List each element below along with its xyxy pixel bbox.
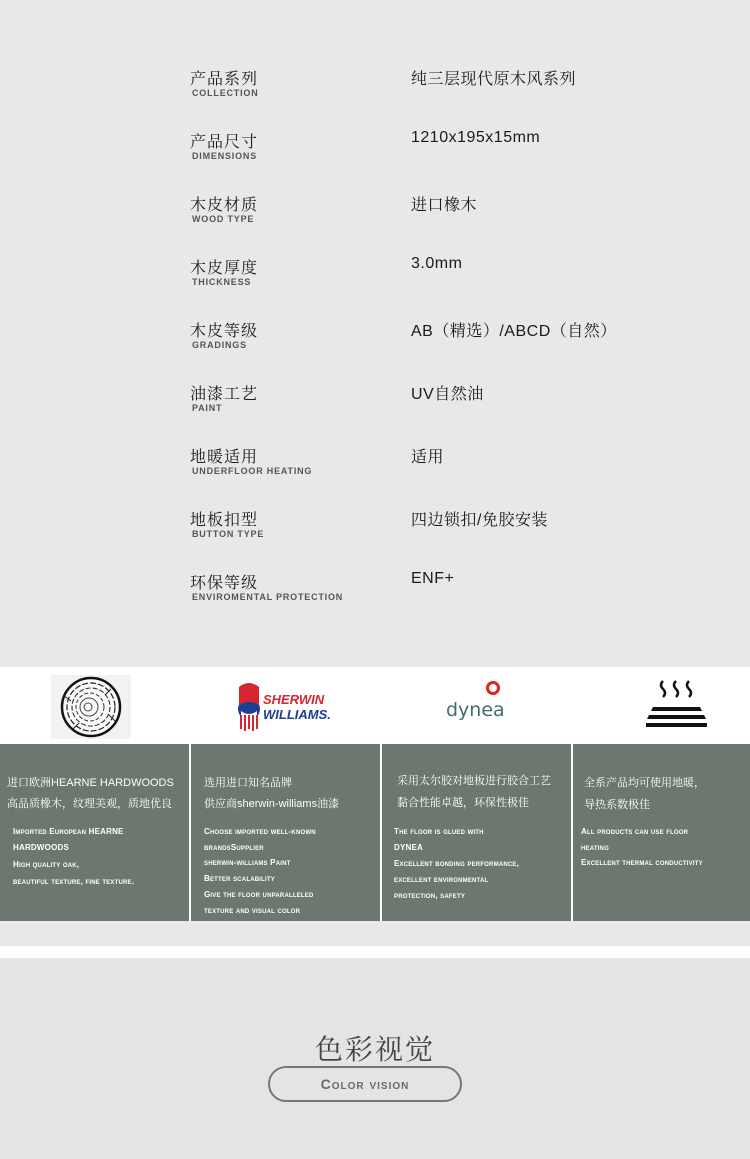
spec-value: 3.0mm xyxy=(411,255,463,272)
spec-label-en: DIMENSIONS xyxy=(192,151,258,161)
feature-text-en: Excellent thermal conductivity xyxy=(581,858,703,867)
feature-text-en: Choose imported well-known xyxy=(204,827,316,836)
feature-text-en: All products can use floor xyxy=(581,827,689,836)
feature-text-en: sherwin-williams Paint xyxy=(204,858,291,867)
spec-label: 地板扣型 xyxy=(190,512,259,529)
spec-label: 木皮等级 xyxy=(190,323,259,340)
floor-heating-icon xyxy=(643,675,710,735)
spec-value: 四边锁扣/免胶安装 xyxy=(411,512,548,529)
spec-label: 木皮材质 xyxy=(190,197,259,214)
feature-text-en: DYNEA xyxy=(394,843,424,852)
wood-rings-icon xyxy=(51,675,131,735)
spec-value: 进口橡木 xyxy=(411,197,478,214)
feature-text-en: brandsSupplier xyxy=(204,843,264,852)
spec-value: 适用 xyxy=(411,449,445,466)
feature-text-en: Imported European HEARNE xyxy=(13,827,124,836)
logo-strip xyxy=(0,667,750,744)
spec-label-en: WOOD TYPE xyxy=(192,214,255,224)
feature-text-en: texture and visual color xyxy=(204,906,301,915)
feature-text-en: beautiful texture, fine texture. xyxy=(13,877,135,886)
feature-text-zh: 供应商sherwin-williams油漆 xyxy=(204,798,340,810)
color-vision-section xyxy=(0,958,750,1159)
spec-label-en: THICKNESS xyxy=(192,277,252,287)
spec-label: 产品尺寸 xyxy=(190,134,259,151)
feature-text-zh: 采用太尔胶对地板进行胶合工艺 xyxy=(397,775,551,787)
spec-value: 1210x195x15mm xyxy=(411,129,541,146)
feature-text-en: HARDWOODS xyxy=(13,843,70,852)
spec-row-collection xyxy=(0,66,750,116)
dynea-text: dynea xyxy=(446,699,505,721)
feature-text-en: excellent environmental xyxy=(394,875,489,884)
spec-row-dimensions xyxy=(0,129,750,179)
spec-label: 地暖适用 xyxy=(190,449,259,466)
feature-text-zh: 导热系数极佳 xyxy=(584,799,650,811)
feature-text-en: heating xyxy=(581,843,609,852)
feature-text-zh: 高品质橡木，纹理美观，质地优良 xyxy=(7,798,172,810)
spec-value: ENF+ xyxy=(411,570,455,587)
divider-strip xyxy=(0,921,750,946)
feature-paint xyxy=(191,744,380,921)
spec-value: AB（精选）/ABCD（自然） xyxy=(411,323,617,340)
spec-label: 环保等级 xyxy=(190,575,259,592)
feature-text-zh: 黏合性能卓越，环保性极佳 xyxy=(397,797,529,809)
spec-label-en: COLLECTION xyxy=(192,88,259,98)
williams-text: WILLIAMS. xyxy=(263,707,330,722)
dynea-logo xyxy=(444,675,514,735)
feature-oak xyxy=(0,744,189,921)
spec-label-en: GRADINGS xyxy=(192,340,247,350)
spec-row-underfloor-heating xyxy=(0,444,750,494)
spec-row-environmental xyxy=(0,570,750,620)
feature-text-zh: 全系产品均可使用地暖， xyxy=(584,777,705,789)
section-title: 色彩视觉 xyxy=(314,1034,435,1065)
feature-text-zh: 进口欧洲HEARNE HARDWOODS xyxy=(7,777,174,789)
spec-row-gradings xyxy=(0,318,750,368)
spec-label-en: PAINT xyxy=(192,403,223,413)
spec-label-en: ENVIROMENTAL PROTECTION xyxy=(192,592,344,602)
feature-text-en: Give the floor unparalleled xyxy=(204,890,314,899)
section-subtitle-pill: Color vision xyxy=(268,1066,462,1102)
spec-label: 木皮厚度 xyxy=(190,260,259,277)
feature-text-zh: 选用进口知名品牌 xyxy=(204,777,292,789)
spec-row-paint xyxy=(0,381,750,431)
spec-value: 纯三层现代原木风系列 xyxy=(411,71,577,88)
sherwin-text: SHERWIN xyxy=(263,692,325,707)
feature-heating xyxy=(573,744,750,921)
spec-value: UV自然油 xyxy=(411,386,484,403)
feature-text-en: protection, safety xyxy=(394,891,466,900)
feature-text-en: High quality oak, xyxy=(13,860,80,869)
spec-row-wood-type xyxy=(0,192,750,242)
features-section xyxy=(0,744,750,921)
spec-label-en: UNDERFLOOR HEATING xyxy=(192,466,313,476)
spec-label: 产品系列 xyxy=(190,71,259,88)
spec-row-button-type xyxy=(0,507,750,557)
feature-text-en: Excellent bonding performance, xyxy=(394,859,520,868)
spec-label-en: BUTTON TYPE xyxy=(192,529,265,539)
sherwin-williams-logo xyxy=(235,675,330,735)
spec-row-thickness xyxy=(0,255,750,305)
feature-text-en: Better scalability xyxy=(204,874,275,883)
feature-glue xyxy=(382,744,571,921)
feature-text-en: The floor is glued with xyxy=(394,827,484,836)
spec-label: 油漆工艺 xyxy=(190,386,259,403)
